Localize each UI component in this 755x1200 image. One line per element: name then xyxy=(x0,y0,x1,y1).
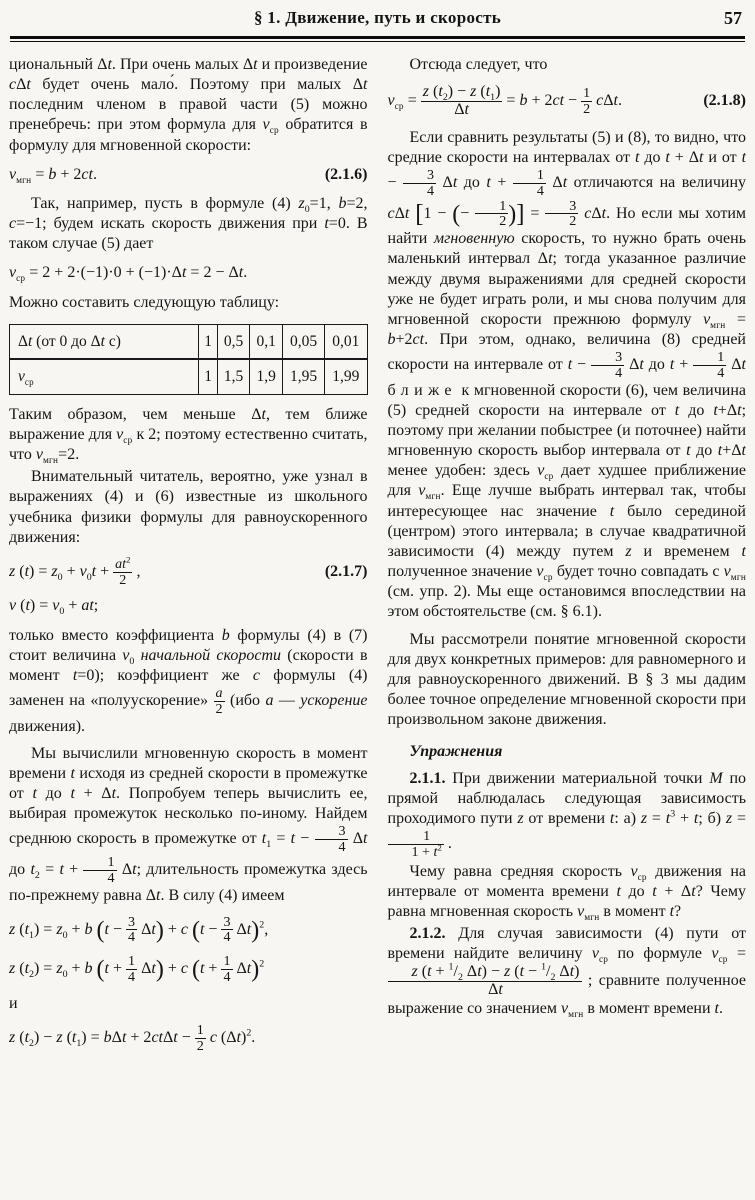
table-cell: 1 xyxy=(199,359,217,394)
exercise-2-1-1-questions: Чему равна средняя скорость $v_{ср}$ движения на интервале от момента времени t до t + Δt? Чему равна мгновенная скорость $v_{мгн}$ в момент t? xyxy=(387,862,746,924)
table-cell: 1,99 xyxy=(325,359,367,394)
equation-body: z $(t_1) = z_0 + b$ (t − $\frac{3}{4}$ Δt) + c (t − $\frac{3}{4}$ Δt)$^2$, xyxy=(9,913,269,946)
paragraph-comparison: Если сравнить результаты (5) и (8), то видно, что средние скорости на интервалах от t до t + Δt и от t − $\frac{3}{4}$ Δt до t + $\frac{1}{4}$ Δt отличаются на величину cΔt [1 − (− $\frac{1}{2}$ )] = $\frac{3}{2}$ cΔt. Но если мы хотим найти мгновенную скорость, то нужно брать очень маленький интервал Δt; тогда указанное различие между двумя выражениями для средней скорости уже не будет играть роли, и мы снова получим для мгновенной скорости прежнюю формулу $v_{мгн} = b+2ct$. При этом, однако, величина (8) средней скорости на интервале от t − $\frac{3}{4}$ Δt до t + $\frac{1}{4}$ Δt ближе к мгновенной скорости (6), чем величина (5) средней скорости на интервале от t до t+Δt; поэтому при желании побыстрее (и поточнее) найти мгновенную скорость выбор интервала от t до t+Δt менее удобен: здесь $v_{ср}$ дает худшее приближение для $v_{мгн}$. Еще лучше выбрать интервал так, чтобы интересующее нас значение t было серединой (центром) этого интервала; в случае квадратичной зависимости (4) между путем z и временем t полученное значение $v_{ср}$ будет точно совпадать с $v_{мгн}$ (см. упр. 2). Мы еще остановимся впоследствии на этом обстоятельстве (см. § 6.1). xyxy=(387,128,746,621)
equation-z-t1 xyxy=(9,915,368,946)
section-title: § 1. Движение, путь и скорость xyxy=(253,8,502,27)
equation-body: $v_{ср}$ = $\frac{z (t_2) - z (t_1)}{\Delta t}$ = b + 2ct − $\frac{1}{2}$ cΔt. xyxy=(387,83,622,118)
paragraph-coefficients: только вместо коэффициента b формулы (4) в (7) стоит величина $v_0$ начальной скорости (скорости в момент t=0); коэффициент же c формулы (4) заменен на «полуускорение» $\frac{a}{2}$ (ибо a — ускорение движения). xyxy=(9,626,368,735)
equation-2-1-6 xyxy=(9,165,368,185)
table-cell: 1,5 xyxy=(217,359,250,394)
equation-number: (2.1.8) xyxy=(703,92,746,110)
connector-word: и xyxy=(9,994,18,1012)
table-cell: 0,5 xyxy=(217,324,250,359)
equation-2-1-8 xyxy=(388,84,747,119)
exercise-2-1-1: 2.1.1. При движении материальной точки M по прямой наблюдалась следующая зависимость проходимого пути z от времени t: а) $z = t^3 + t$; б) z = $\frac{1}{1 + t^2}$ . xyxy=(387,769,746,860)
paragraph-example: Так, например, пусть в формуле (4) $z_0=1$, b=2, c=−1; будем искать скорость движения при t=0. В таком случае (5) дает xyxy=(9,194,368,253)
paragraph-interval: Мы вычислили мгновенную скорость в момент времени t исходя из средней скорости в промежутке от t до t + Δt. Попробуем теперь вычислить ее, выбирая промежуток несколько по-иному. Найдем среднюю скорость в промежутке от $t_1 = t$ − $\frac{3}{4}$ Δt до $t_2 = t$ + $\frac{1}{4}$ Δt; длительность промежутка здесь по-прежнему равна Δt. В силу (4) имеем xyxy=(9,744,368,904)
equation-vsr-example xyxy=(9,263,368,283)
table-cell: 0,01 xyxy=(325,324,367,359)
page-number: 57 xyxy=(724,8,742,28)
equation-body: $v_{мгн} = b + 2ct$. xyxy=(9,165,97,186)
equation-2-1-7a xyxy=(9,554,368,588)
table-cell: 0,1 xyxy=(250,324,283,359)
table-cell: 1,9 xyxy=(250,359,283,394)
equation-number: (2.1.6) xyxy=(324,165,368,183)
paragraph-table-intro: Можно составить следующую таблицу: xyxy=(9,293,280,311)
equation-body: z $(t) = z_0 + v_0t$ + $\frac{at^2}{2}$ , xyxy=(9,554,141,588)
table-cell: 1,95 xyxy=(283,359,325,394)
equation-body: z $(t_2) - z$ $(t_1) = b\Delta t + 2ct\Delta t$ − $\frac{1}{2}$ c $(\Delta t)^2$. xyxy=(9,1021,256,1054)
equation-body: v $(t) = v_0$ + at; xyxy=(9,597,99,618)
equation-2-1-7b xyxy=(9,596,368,616)
table-cell: $v_{ср}$ xyxy=(10,359,199,394)
table-cell: Δt (от 0 до Δt с) xyxy=(10,324,199,359)
equation-body: z $(t_2) = z_0 + b$ (t + $\frac{1}{4}$ Δt) + c (t + $\frac{1}{4}$ Δt)$^2$ xyxy=(9,953,265,985)
paragraph-conclusion: Таким образом, чем меньше Δt, тем ближе выражение для $v_{ср}$ к 2; поэтому естественно считать, что $v_{мгн}=2$. xyxy=(9,405,368,467)
table-row xyxy=(10,324,368,359)
velocity-table xyxy=(9,324,368,395)
equation-z-t2 xyxy=(9,954,368,985)
equation-body: $v_{ср} = 2 + 2\cdot(-1)\cdot 0 + (-1)\cdot\Delta t = 2 - \Delta t$. xyxy=(9,264,248,285)
equation-z-difference xyxy=(9,1023,368,1054)
right-column xyxy=(388,55,747,1185)
paragraph-summary: Мы рассмотрели понятие мгновенной скорости для двух конкретных примеров: для равномерного и для равноускоренного движений. В § 3 мы дадим более точное определение мгновенной скорости при произвольном законе движения. xyxy=(387,630,746,729)
table-row xyxy=(10,359,368,394)
paragraph-reader: Внимательный читатель, вероятно, уже узнал в выражениях (4) и (6) известные из школьного учебника физики формулы для равноускоренного движения: xyxy=(9,468,368,546)
left-column xyxy=(9,55,368,1185)
table-cell: 1 xyxy=(199,324,217,359)
two-column-body xyxy=(9,42,746,1185)
exercise-2-1-2: 2.1.2. Для случая зависимости (4) пути от времени найдите величину $v_{ср}$ по формуле $v_{ср}$ = $\frac{z (t + ^1/_2 \Delta t) - z (t - ^1/_2 \Delta t)}{\Delta t}$ ; сравните полученное выражение со значением $v_{мгн}$ в момент времени t. xyxy=(387,925,746,1021)
paragraph-follows: Отсюда следует, что xyxy=(409,56,548,73)
equation-number: (2.1.7) xyxy=(324,563,368,581)
paragraph-continuation: циональный Δt. При очень малых Δt и произведение cΔt будет очень мало́. Поэтому при малых Δt последним членом в правой части (5) можно пренебречь: при этом формула для $v_{ср}$ обратится в формулу для мгновенной скорости: xyxy=(9,56,368,154)
table-cell: 0,05 xyxy=(283,324,325,359)
exercises-heading: Упражнения xyxy=(409,743,503,761)
page-header xyxy=(9,8,746,34)
